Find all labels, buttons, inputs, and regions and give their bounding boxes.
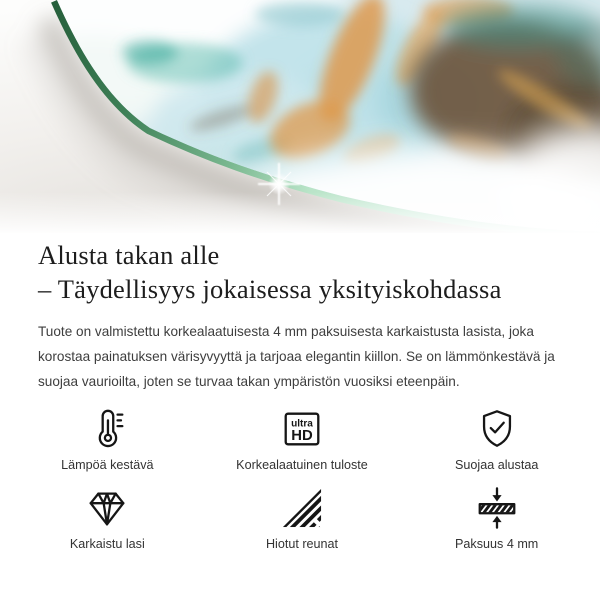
title-line-2: – Täydellisyys jokaisessa yksityiskohdassa <box>38 273 502 304</box>
product-image <box>0 0 600 233</box>
shield-check-icon <box>474 406 520 452</box>
feature-label: Korkealaatuinen tuloste <box>236 458 368 472</box>
thickness-4mm-icon <box>474 485 520 531</box>
feature-label: Suojaa alustaa <box>455 458 539 472</box>
glass-panel-photo <box>0 0 600 233</box>
feature-thickness <box>399 485 594 552</box>
hero-bottom-fade <box>0 192 600 233</box>
feature-print-quality <box>205 406 400 473</box>
section-description: Tuote on valmistettu korkealaatuisesta 4 mm paksuisesta karkaistusta lasista, joka korostaa painatuksen värisyvyyttä ja tarjoaa elegantin kiillon. Se on lämmönkestävä ja suojaa vaurioilta, joten se turvaa takan ympäristön vuosiksi eteenpäin. <box>38 324 555 389</box>
feature-label: Paksuus 4 mm <box>455 537 539 551</box>
feature-grid <box>10 406 594 552</box>
ultra-hd-icon-text-bottom: HD <box>291 428 313 445</box>
feature-protects-surface <box>399 406 594 473</box>
feature-heat-resistant <box>10 406 205 473</box>
feature-label: Lämpöä kestävä <box>61 458 154 472</box>
thermometer-icon <box>84 406 130 452</box>
feature-polished-edges <box>205 485 400 552</box>
polished-edges-icon <box>279 485 325 531</box>
feature-label: Karkaistu lasi <box>69 537 145 551</box>
product-description-block <box>0 239 600 552</box>
diamond-icon <box>84 485 130 531</box>
feature-label: Hiotut reunat <box>265 537 339 551</box>
section-title <box>38 239 566 306</box>
feature-tempered-glass <box>10 485 205 552</box>
ultra-hd-icon <box>279 406 325 452</box>
title-line-1: Alusta takan alle <box>38 240 220 270</box>
ultra-hd-icon-text-top: ultra <box>291 418 313 430</box>
